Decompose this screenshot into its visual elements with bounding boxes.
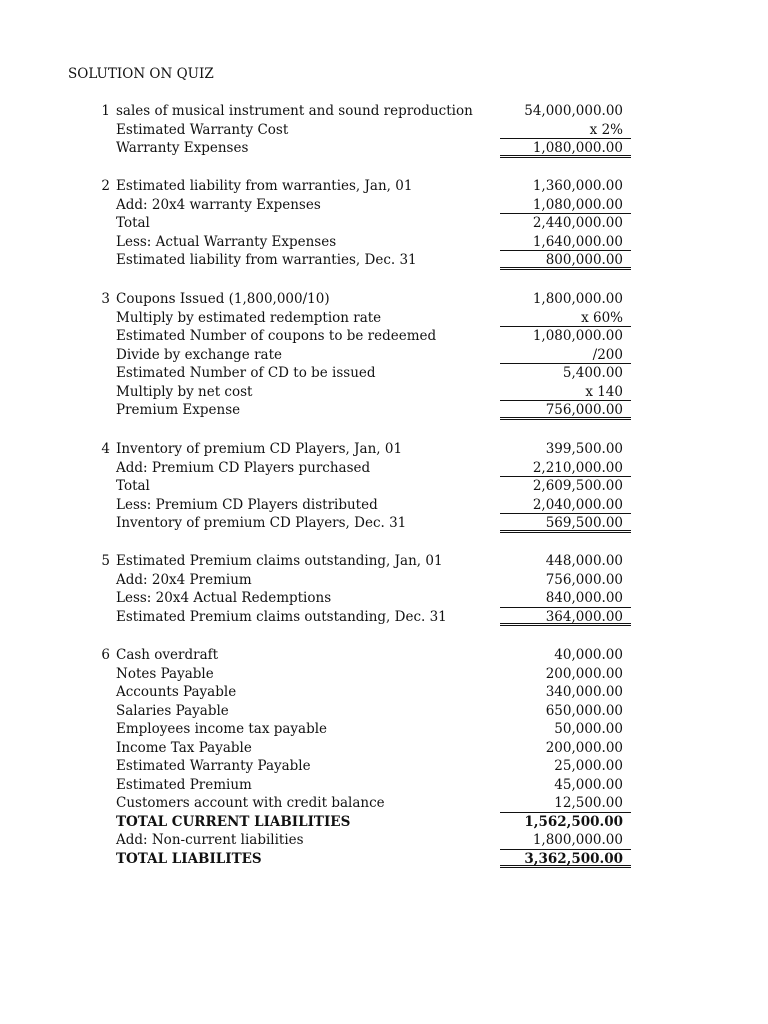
row-label: Notes Payable xyxy=(116,665,214,682)
page-title: SOLUTION ON QUIZ xyxy=(68,66,214,82)
row-label: Add: 20x4 Premium xyxy=(116,571,252,588)
row-value: 448,000.00 xyxy=(545,553,623,569)
row-value: 364,000.00 xyxy=(500,608,631,627)
row-label: Less: 20x4 Actual Redemptions xyxy=(116,590,332,606)
row-value: 2,609,500.00 xyxy=(532,478,623,494)
table-row xyxy=(0,290,768,309)
table-row xyxy=(0,214,768,233)
row-value: 200,000.00 xyxy=(545,665,623,682)
row-value: 5,400.00 xyxy=(562,365,623,381)
table-row xyxy=(0,850,768,869)
row-label: Estimated Number of coupons to be redeemed xyxy=(116,328,437,344)
row-label: Income Tax Payable xyxy=(116,739,252,756)
row-value: 569,500.00 xyxy=(500,514,631,533)
table-row xyxy=(0,383,768,402)
row-label: Add: Premium CD Players purchased xyxy=(116,459,371,476)
row-value: x 60% xyxy=(500,309,631,328)
row-label: Estimated Warranty Payable xyxy=(116,758,311,774)
row-label: Less: Premium CD Players distributed xyxy=(116,496,378,513)
row-label: Warranty Expenses xyxy=(116,140,249,156)
table-row xyxy=(0,571,768,590)
row-label: Inventory of premium CD Players, Dec. 31 xyxy=(116,515,407,531)
table-row xyxy=(0,477,768,496)
section-number: 3 xyxy=(101,291,110,307)
row-label: sales of musical instrument and sound reproduction xyxy=(116,103,473,119)
row-value: 650,000.00 xyxy=(545,702,623,719)
table-row xyxy=(0,139,768,158)
row-value: 340,000.00 xyxy=(545,684,623,700)
table-row xyxy=(0,757,768,776)
row-value: 3,362,500.00 xyxy=(500,850,631,869)
table-row xyxy=(0,702,768,721)
table-row xyxy=(0,251,768,270)
section-2 xyxy=(0,177,768,270)
row-value: 800,000.00 xyxy=(500,251,631,270)
table-row xyxy=(0,794,768,813)
row-label: Estimated liability from warranties, Jan, 01 xyxy=(116,178,413,194)
table-row xyxy=(0,346,768,365)
row-value: 1,080,000.00 xyxy=(532,328,623,344)
table-row xyxy=(0,720,768,739)
row-label: TOTAL LIABILITES xyxy=(116,850,262,867)
row-value: x 2% xyxy=(500,121,631,140)
row-label: TOTAL CURRENT LIABILITIES xyxy=(116,813,351,830)
table-row xyxy=(0,665,768,684)
row-value: 2,440,000.00 xyxy=(532,215,623,231)
row-value: 54,000,000.00 xyxy=(524,103,623,119)
row-label: Premium Expense xyxy=(116,402,241,418)
row-value: 1,800,000.00 xyxy=(500,831,631,850)
row-value: 399,500.00 xyxy=(545,441,623,457)
table-row xyxy=(0,196,768,215)
row-value: 45,000.00 xyxy=(554,776,623,793)
section-number: 2 xyxy=(101,178,110,194)
row-label: Estimated Warranty Cost xyxy=(116,121,289,138)
table-row xyxy=(0,514,768,533)
row-value: 25,000.00 xyxy=(554,758,623,774)
row-label: Employees income tax payable xyxy=(116,721,328,737)
section-number: 5 xyxy=(101,553,110,569)
row-value: 1,080,000.00 xyxy=(500,196,631,215)
section-5 xyxy=(0,552,768,626)
row-label: Salaries Payable xyxy=(116,702,229,719)
row-value: 1,080,000.00 xyxy=(500,139,631,158)
row-label: Cash overdraft xyxy=(116,647,219,663)
row-value: 40,000.00 xyxy=(554,647,623,663)
table-row xyxy=(0,121,768,140)
section-4 xyxy=(0,440,768,533)
section-number: 1 xyxy=(101,103,110,119)
row-label: Add: 20x4 warranty Expenses xyxy=(116,196,321,213)
row-label: Inventory of premium CD Players, Jan, 01 xyxy=(116,441,403,457)
row-label: Coupons Issued (1,800,000/10) xyxy=(116,291,330,307)
row-label: Estimated Premium xyxy=(116,776,252,793)
row-value: 756,000.00 xyxy=(500,401,631,420)
row-value: 2,210,000.00 xyxy=(500,459,631,478)
table-row xyxy=(0,177,768,196)
section-1 xyxy=(0,102,768,158)
row-label: Less: Actual Warranty Expenses xyxy=(116,233,337,250)
row-label: Total xyxy=(116,215,150,231)
row-value: 12,500.00 xyxy=(500,794,631,813)
row-label: Multiply by estimated redemption rate xyxy=(116,309,382,326)
table-row xyxy=(0,364,768,383)
table-row xyxy=(0,401,768,420)
table-row xyxy=(0,776,768,795)
table-row xyxy=(0,440,768,459)
row-label: Add: Non-current liabilities xyxy=(116,832,304,848)
table-row xyxy=(0,102,768,121)
table-row xyxy=(0,309,768,328)
row-value: /200 xyxy=(500,346,631,365)
table-row xyxy=(0,327,768,346)
section-number: 6 xyxy=(101,647,110,663)
section-number: 4 xyxy=(101,441,110,457)
table-row xyxy=(0,683,768,702)
table-row xyxy=(0,552,768,571)
row-value: 1,640,000.00 xyxy=(500,233,631,252)
row-value: 50,000.00 xyxy=(554,721,623,737)
row-label: Estimated liability from warranties, Dec. 31 xyxy=(116,252,417,268)
row-label: Estimated Premium claims outstanding, Dec. 31 xyxy=(116,608,447,625)
row-value: 1,562,500.00 xyxy=(524,813,623,830)
table-row xyxy=(0,813,768,832)
table-row xyxy=(0,496,768,515)
row-label: Estimated Premium claims outstanding, Jan, 01 xyxy=(116,553,443,569)
table-row xyxy=(0,608,768,627)
row-value: 840,000.00 xyxy=(500,589,631,608)
row-label: Estimated Number of CD to be issued xyxy=(116,365,376,381)
row-value: 200,000.00 xyxy=(545,739,623,756)
row-value: 1,360,000.00 xyxy=(532,178,623,194)
table-row xyxy=(0,233,768,252)
section-6 xyxy=(0,646,768,868)
row-label: Total xyxy=(116,478,150,494)
row-value: x 140 xyxy=(500,383,631,402)
section-3 xyxy=(0,290,768,420)
row-label: Multiply by net cost xyxy=(116,383,253,400)
table-row xyxy=(0,589,768,608)
table-row xyxy=(0,831,768,850)
row-label: Customers account with credit balance xyxy=(116,795,385,811)
row-label: Divide by exchange rate xyxy=(116,346,283,363)
row-value: 1,800,000.00 xyxy=(532,291,623,307)
table-row xyxy=(0,459,768,478)
row-value: 2,040,000.00 xyxy=(500,496,631,515)
row-label: Accounts Payable xyxy=(116,684,237,700)
table-row xyxy=(0,739,768,758)
table-row xyxy=(0,646,768,665)
row-value: 756,000.00 xyxy=(545,571,623,588)
